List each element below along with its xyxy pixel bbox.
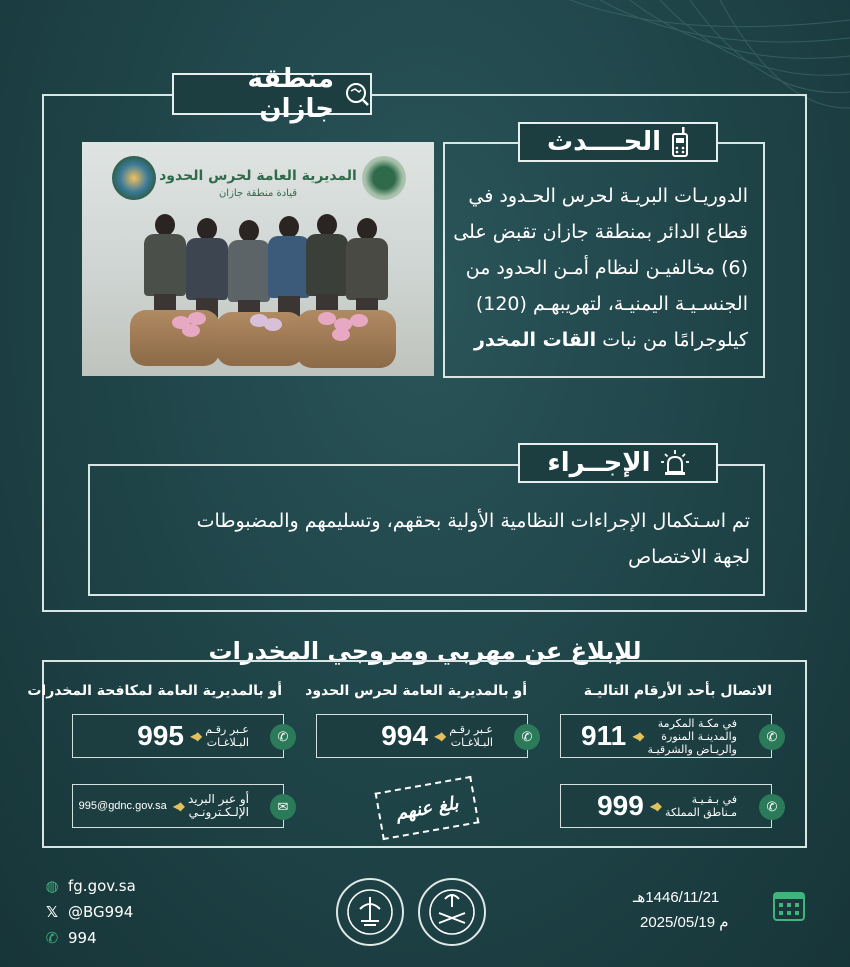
report-stamp: بلغ عنهم <box>375 776 480 840</box>
event-text <box>452 178 748 358</box>
phone-icon: ✆ <box>270 724 296 750</box>
photo-sub-name: قيادة منطقة جازان <box>218 188 298 199</box>
action-line-1: تم اسـتكمال الإجراءات النظامية الأولية بحقهم، وتسليمهم والمضبوطات <box>196 510 750 532</box>
number-box-911[interactable]: في مكـة المكرمة والمدينـة المنورة والريـاض والشرقيـة ◆◂ 911 <box>560 714 772 758</box>
chevron-left-icon: ◆◂ <box>433 729 444 743</box>
phone-icon: ✆ <box>45 929 59 947</box>
ministry-seal <box>418 878 486 946</box>
phone-icon: ✆ <box>514 724 540 750</box>
chevron-left-icon: ◆◂ <box>172 799 182 813</box>
globe-icon: ◍ <box>45 877 59 895</box>
report-heading: للإبلاغ عن مهربي ومروجي المخدرات <box>208 637 642 665</box>
chevron-left-icon: ◆◂ <box>649 799 660 813</box>
region-title-box <box>172 64 372 124</box>
phone-icon: ✆ <box>759 794 785 820</box>
map-search-icon <box>344 81 370 107</box>
action-line-2: لجهة الاختصاص <box>628 546 750 568</box>
event-highlight: القات المخدر <box>474 329 597 351</box>
border-guard-seal <box>336 878 404 946</box>
email-address[interactable]: 995@gdnc.gov.sa <box>78 800 167 812</box>
event-line-2: قطاع الدائر بمنطقة جازان تقبض على <box>453 221 748 243</box>
footer-website[interactable]: ◍ fg.gov.sa <box>45 877 136 895</box>
number-995: 995 <box>137 720 184 751</box>
region-title: منطقة جازان <box>247 64 334 124</box>
number-994: 994 <box>381 720 428 751</box>
col1-head: الاتصال بأحد الأرقام التاليـة <box>583 683 772 699</box>
walkie-talkie-icon <box>671 127 689 157</box>
col2-head: أو بالمديرية العامة لحرس الحدود <box>305 683 527 699</box>
email-box[interactable]: أو عبر البريد الإلـكـترونـي ◆◂ 995@gdnc.gov.sa <box>72 784 284 828</box>
calendar-icon <box>772 888 806 926</box>
x-logo-icon: 𝕏 <box>45 903 59 921</box>
mail-icon: ✉ <box>270 794 296 820</box>
hijri-date: 1446/11/21هـ <box>633 889 720 906</box>
photo-org-name: المديرية العامة لحرس الحدود <box>159 168 357 184</box>
chevron-left-icon: ◆◂ <box>189 729 200 743</box>
event-line-3: (6) مخالفيـن لنظام أمـن الحدود من <box>465 257 748 279</box>
event-line-5: كيلوجرامًا من نبات <box>602 329 748 351</box>
phone-icon: ✆ <box>759 724 785 750</box>
number-box-999[interactable]: في بـقـيـة مـناطق المملكة ◆◂ 999 <box>560 784 772 828</box>
event-title: الحــــدث <box>546 127 662 157</box>
greg-date: 2025/05/19 م <box>640 914 729 931</box>
number-box-995[interactable]: عـبر رقـم البـلاغـات ◆◂ 995 <box>72 714 284 758</box>
action-text <box>100 503 750 575</box>
siren-icon <box>661 450 689 476</box>
event-line-1: الدوريـات البريـة لحرس الحـدود في <box>468 185 748 207</box>
number-911: 911 <box>581 720 627 751</box>
event-line-4: الجنسـيـة اليمنيـة، لتهريبهـم (120) <box>475 293 748 315</box>
footer-handle[interactable]: 𝕏 @BG994 <box>45 903 134 921</box>
number-999: 999 <box>597 790 644 821</box>
seizure-photo <box>82 142 434 376</box>
footer-phone[interactable]: ✆ 994 <box>45 929 97 947</box>
col3-head: أو بالمديرية العامة لمكافحة المخدرات <box>27 683 282 699</box>
chevron-left-icon: ◆◂ <box>632 729 642 743</box>
event-title-box <box>518 122 718 162</box>
action-title-box <box>518 443 718 483</box>
number-box-994[interactable]: عـبر رقـم البـلاغـات ◆◂ 994 <box>316 714 528 758</box>
action-title: الإجــراء <box>547 448 651 478</box>
